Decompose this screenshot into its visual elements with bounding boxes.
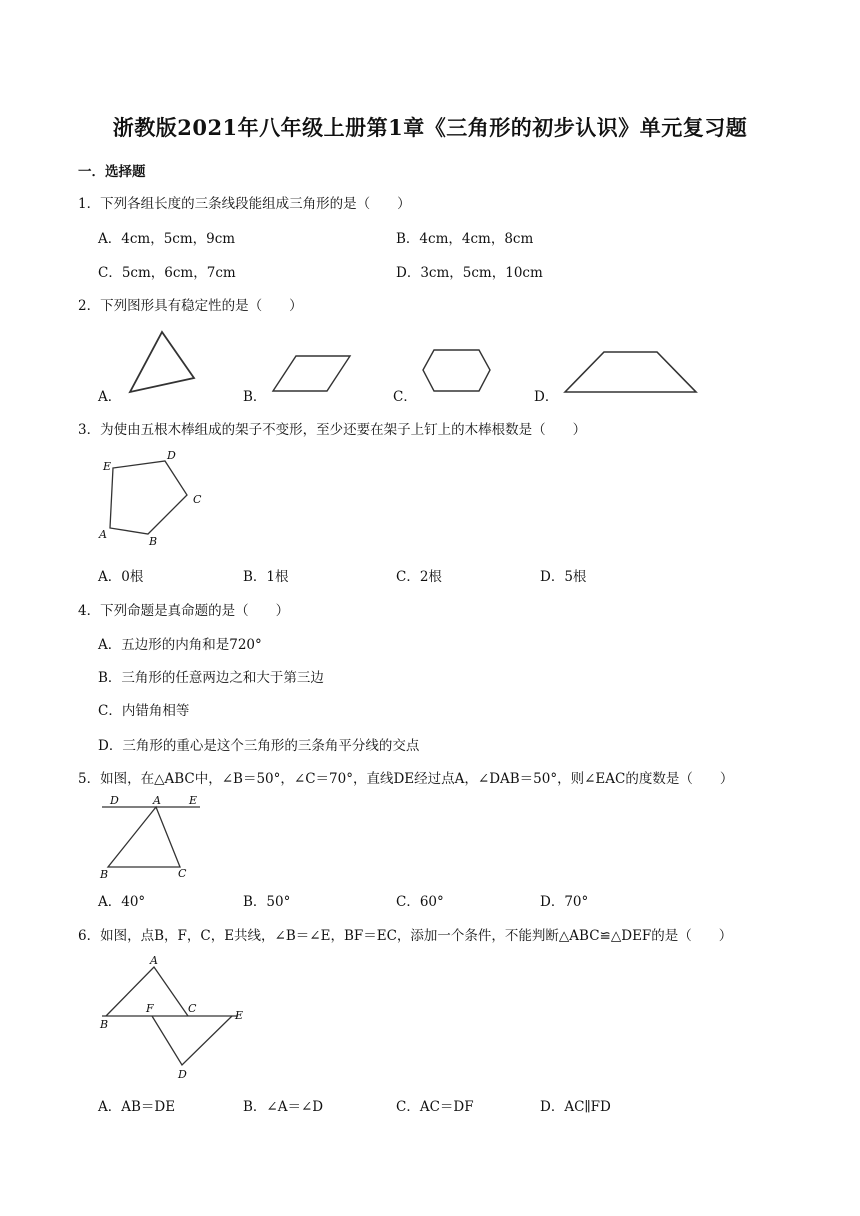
trapezoid-figure [560,348,700,398]
figure6-label-d: D [178,1068,187,1081]
figure5-label-b: B [100,868,109,881]
question-2-stem: 2．下列图形具有稳定性的是（ ） [78,298,303,314]
question-5-option-c: C．60° [396,894,444,910]
question-1-option-d: D．3cm，5cm，10cm [396,265,543,281]
pentagon-figure [95,448,215,548]
question-2-option-a: A． [98,389,122,405]
figure5-label-d: D [110,794,119,807]
triangle-abc-line-de-figure [96,792,206,882]
question-6-option-b: B．∠A＝∠D [243,1099,324,1115]
section-heading: 一．选择题 [78,164,146,180]
question-1-option-b: B．4cm，4cm，8cm [396,231,534,247]
question-5-option-d: D．70° [540,894,589,910]
pentagon-label-a: A [99,528,107,541]
figure5-label-e: E [189,794,198,807]
congruent-triangles-figure [96,950,256,1080]
figure5-label-c: C [178,867,187,880]
hexagon-figure [418,344,498,400]
question-3-option-c: C．2根 [396,569,442,585]
question-5-option-b: B．50° [243,894,291,910]
question-6-option-c: C．AC＝DF [396,1099,474,1115]
question-1-option-a: A．4cm，5cm，9cm [98,231,236,247]
pentagon-label-e: E [103,460,112,473]
pentagon-label-d: D [167,449,176,462]
question-4-option-a: A．五边形的内角和是720° [98,637,262,653]
question-2-option-c: C． [393,389,417,405]
figure6-label-e: E [235,1009,244,1022]
question-6-stem: 6．如图，点B，F，C，E共线，∠B＝∠E，BF＝EC，添加一个条件，不能判断△ABC≌△DEF的是（ ） [78,928,733,944]
question-4-stem: 4．下列命题是真命题的是（ ） [78,603,290,619]
parallelogram-figure [268,350,358,395]
triangle-figure [120,328,200,398]
page-title: 浙教版2021年八年级上册第1章《三角形的初步认识》单元复习题 [112,115,748,140]
question-4-option-b: B．三角形的任意两边之和大于第三边 [98,670,324,686]
question-5-option-a: A．40° [98,894,146,910]
figure6-label-b: B [100,1018,109,1031]
figure5-label-a: A [153,794,161,807]
question-1-option-c: C．5cm，6cm，7cm [98,265,236,281]
question-5-stem: 5．如图，在△ABC中，∠B＝50°，∠C＝70°，直线DE经过点A，∠DAB＝50°，则∠EAC的度数是（ ） [78,771,734,787]
question-3-stem: 3．为使由五根木棒组成的架子不变形，至少还要在架子上钉上的木棒根数是（ ） [78,422,587,438]
figure6-label-a: A [150,954,158,967]
question-3-option-d: D．5根 [540,569,587,585]
pentagon-label-c: C [193,493,202,506]
question-3-option-b: B．1根 [243,569,289,585]
pentagon-label-b: B [149,535,158,548]
question-4-option-c: C．内错角相等 [98,703,190,719]
question-3-option-a: A．0根 [98,569,144,585]
question-6-option-d: D．AC∥FD [540,1099,611,1115]
figure6-label-c: C [188,1002,197,1015]
figure6-label-f: F [146,1002,154,1015]
question-1-stem: 1．下列各组长度的三条线段能组成三角形的是（ ） [78,196,411,212]
question-2-option-d: D． [534,389,559,405]
question-4-option-d: D．三角形的重心是这个三角形的三条角平分线的交点 [98,738,420,754]
question-6-option-a: A．AB＝DE [98,1099,176,1115]
question-2-option-b: B． [243,389,267,405]
